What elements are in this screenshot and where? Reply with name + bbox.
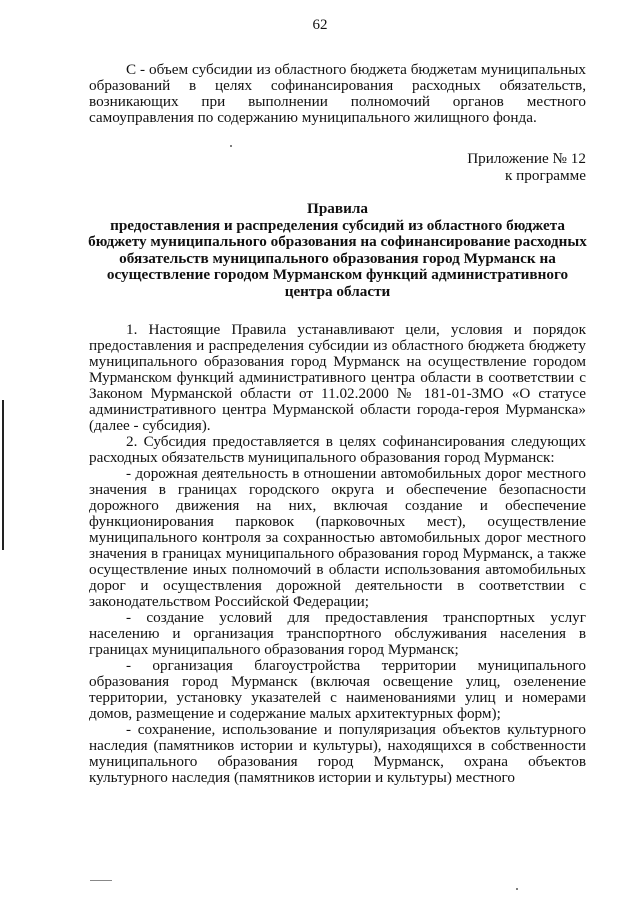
page-number: 62 — [312, 17, 328, 33]
title-heading: Правила — [307, 200, 368, 217]
title-subtitle: предоставления и распределения субсидий из областного бюджета бюджету муниципального образования на софинансирование расходных обязательств муниципального образования город Мурманск на осуществление городом Мурманском функций административного центра области — [88, 216, 587, 300]
appendix-number: Приложение № 12 — [467, 150, 586, 167]
scan-edge-mark — [2, 400, 4, 550]
scan-line-mark — [90, 880, 112, 881]
scan-speck — [230, 145, 232, 147]
body-text — [89, 322, 586, 786]
scan-speck — [516, 888, 518, 890]
appendix-program: к программе — [504, 167, 586, 184]
list-item-heritage: - сохранение, использование и популяризация объектов культурного наследия (памятников истории и культуры), находящихся в собственности муниципального образования город Мурманск, охрана объектов культурного наследия (памятников истории и культуры) местного — [89, 721, 586, 786]
paragraph-1: 1. Настоящие Правила устанавливают цели, условия и порядок предоставления и распределения субсидии из областного бюджета бюджету муниципального образования город Мурманск на осуществление городом Мурманском функций административного центра области в соответствии с Законом Мурманской области от 11.02.2000 № 181-01-ЗМО «О статусе административного центра Мурманской области города-героя Мурманска» (далее - субсидия). — [89, 321, 586, 434]
intro-paragraph-block — [89, 62, 586, 126]
appendix-caption — [467, 150, 586, 184]
document-title — [70, 201, 605, 300]
list-item-roads: - дорожная деятельность в отношении автомобильных дорог местного значения в границах городского округа и обеспечение безопасности дорожного движения на них, включая создание и обеспечение функционирования парковок (парковочных мест), осуществление муниципального контроля за сохранностью автомобильных дорог местного значения в границах муниципального образования город Мурманск, а также осуществление иных полномочий в области использования автомобильных дорог и осуществления дорожной деятельности в соответствии с законодательством Российской Федерации; — [89, 465, 586, 610]
list-item-transport: - создание условий для предоставления транспортных услуг населению и организация транспортного обслуживания населения в границах муниципального образования город Мурманск; — [89, 609, 586, 658]
intro-paragraph: С - объем субсидии из областного бюджета бюджетам муниципальных образований в целях софинансирования расходных обязательств, возникающих при выполнении полномочий органов местного самоуправления по содержанию муниципального жилищного фонда. — [89, 61, 586, 126]
paragraph-2: 2. Субсидия предоставляется в целях софинансирования следующих расходных обязательств муниципального образования город Мурманск: — [89, 433, 586, 466]
list-item-landscaping: - организация благоустройства территории муниципального образования город Мурманск (включая освещение улиц, озеленение территории, установку указателей с наименованиями улиц и номерами домов, размещение и содержание малых архитектурных форм); — [89, 657, 586, 722]
